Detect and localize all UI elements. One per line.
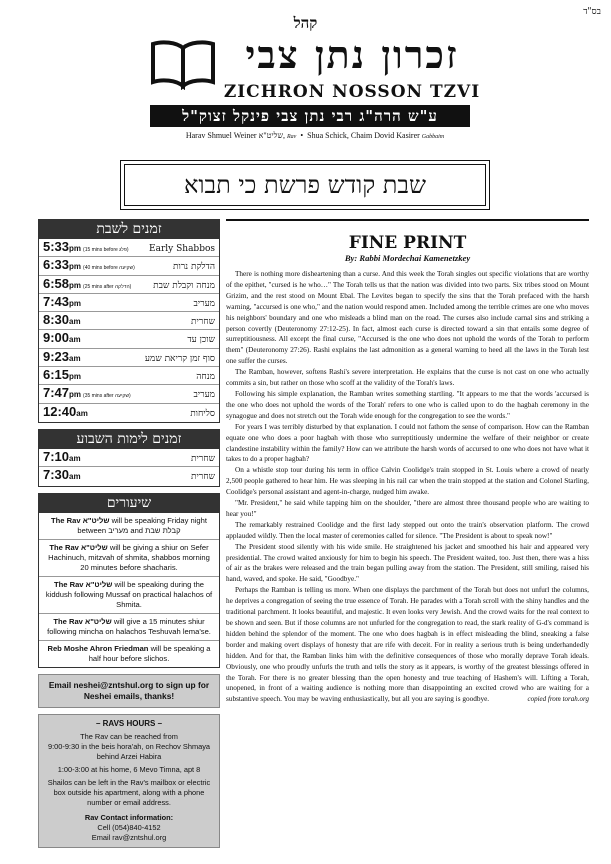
zman-time-value: 7:10: [43, 448, 70, 464]
zman-row: [39, 257, 219, 275]
zman-ampm: am: [69, 453, 81, 463]
zman-label: מעריב: [193, 390, 215, 401]
article-paragraph: The Ramban, however, softens Rashi's severe interpretation. He explains that the curse is not cast on one who actually commits a sin, but rather on those who scoff at the validity of the Torah's laws.: [226, 368, 589, 388]
zmanim-shabbos-title: זמנים לשבת: [39, 220, 219, 239]
shiurim-title: שיעורים: [39, 494, 219, 513]
zman-time-value: 8:30: [43, 312, 70, 328]
article: [226, 219, 589, 703]
zman-row: [39, 312, 219, 330]
rav-hours-line: Email rav@zntshul.org: [91, 832, 167, 842]
rav-hours-line: The Rav can be reached from: [80, 731, 178, 741]
dedication-banner: ע"ש הרה"ג רבי נתן צבי פינקל זצוק"ל: [150, 105, 470, 127]
zman-label: Early Shabbos: [149, 244, 215, 254]
article-paragraph: There is nothing more disheartening than a curse. And this week the Torah singles out specific violations that are worthy of the epithet, "cursed is he who…" The Torah tells us that the nation was divided into two parts. Six tribes stood on Mount Grizim, and the rest stood on Mount Ebal. The Levites began to specify the sins that the Torah prefaced with the harsh warning, "accursed is one who," and the nation would respond amen. Included among the terrible crimes are one who moves his neighbors' boundary and one who misleads a blind man on the road. The curses also include carnal sins and striking a person covertly (Deuteronomy 27:12-25). In fact, almost each curse is directed toward a sin that entails some degree of surreptitiousness. All except the final curse, "Accursed is the one who does not uphold the words of the Torah to perform them" (Deuteronomy 27:26). Rashi explains the last admonition as a general warning to heed all the laws in the Torah lest one suffer the curses.: [226, 270, 589, 366]
english-title: ZICHRON NOSSON TZVI: [223, 82, 481, 102]
parsha-title: שבת קודש פרשת כי תבוא: [124, 164, 486, 206]
rav-hours-box: [38, 714, 220, 848]
zman-label: סליחות: [190, 408, 215, 419]
zman-ampm: am: [69, 353, 81, 363]
article-paragraph: The President stood silently with his wide smile. He straightened his jacket and smoothed his hair and appeared very presidential. The crowd waited anxiously for him to begin his speech. The President waited, too. Just then, there was a hiss of air as the brakes were released and the train began pulling away from the station. The President, still smiling, raised his hand, waved, and spoke. He said, "Goodbye.": [226, 542, 589, 584]
zmanim-shabbos-panel: [38, 219, 220, 423]
article-byline: By: Rabbi Mordechai Kamenetzkey: [344, 253, 471, 263]
zman-row: [39, 404, 219, 422]
shiur-item: [39, 641, 219, 667]
zman-time: [43, 257, 135, 272]
article-paragraph: "Mr. President," he said while tapping him on the shoulder, "there are almost three thousand people who are waiting to hear you!": [226, 499, 589, 518]
rav-hours-title: – RAVS HOURS –: [95, 718, 163, 728]
zman-label: שוכן עד: [187, 335, 215, 346]
article-credit: copied from torah.org: [527, 695, 589, 704]
gabbaim-title: Gabbaim: [421, 134, 445, 140]
article-paragraph: Perhaps the Ramban is telling us more. When one displays the parchment of the Torah but does not unfurl the columns, he deprives a congregation of seeing the true essence of Torah. He parades with a Torah scroll with the shiny handles and the traditional parchment. It looks beautiful, and majestic. It even looks very Jewish. And the crowd waits for the real context to be shown and seen. But if those columns are not unfurled for the congregation to read, the stark reality of G-d's command is hidden behind the splendor of the moment. The one who does hagbah is in effect misleading the blind, sneaking a false border and making overt displays of honesty that are rife with deceit. For in reality a serious truth is being underhandedly hidden. And for that, the Ramban links him with the definitive consequences of those who morally deprave Torah ideals. Obviously, one who proudly unfurls the truth and tells the story as it appears, is worthy of the greatest blessings offered in the Torah. For there is no greater blessing than the open honesty and true teaching of Hashem's will. Lifting a Torah, unopened, in front of a waiting audience is nothing more than disappointing an excited crowd who are waiting for a substantive speech. You may be waving enthusiastically, but all you are saying is goodbye.: [226, 586, 589, 704]
zman-time-value: 7:43: [43, 293, 70, 309]
zman-time: [43, 449, 81, 464]
zman-time-value: 12:40: [43, 403, 77, 419]
shiur-lead: The Rav שליט"א: [53, 616, 112, 626]
zman-row: [39, 385, 219, 403]
zman-time-value: 9:00: [43, 330, 70, 346]
zman-time-value: 5:33: [43, 239, 70, 254]
zman-label: הדלקת נרות: [172, 262, 215, 273]
zman-time: [43, 330, 81, 345]
zman-row: [39, 239, 219, 257]
zman-label: סוף זמן קריאת שמע: [144, 353, 215, 364]
neshei-email-box: Email neshei@zntshul.org to sign up for Neshei emails, thanks!: [38, 674, 220, 708]
article-body: [226, 269, 589, 705]
zman-ampm: pm: [69, 244, 82, 253]
article-paragraph: On a whistle stop tour during his term in office Calvin Coolidge's train stopped in St. Louis where a crowd of nearly 2,500 people gathered to hear him. He was sleeping in his rail car when the train stopped at the station and Colonel Starling, Coolidge's personal assistant and agent-in-charge, nudged him awake.: [226, 466, 589, 497]
shiur-lead: The Rav שליט"א: [49, 542, 108, 552]
staff-line: Harav Shmuel Weiner שליט"א, Rav • Shua Schick, Chaim Dovid Kasirer Gabbaim: [185, 131, 445, 140]
zman-label: שחרית: [191, 317, 215, 328]
zmanim-week-panel: [38, 429, 220, 487]
article-divider: [226, 219, 589, 221]
gabbaim-names: Shua Schick, Chaim Dovid Kasirer: [307, 131, 420, 140]
shiur-lead: Reb Moshe Ahron Friedman: [47, 643, 149, 653]
zman-time-value: 9:23: [43, 348, 70, 364]
kahal-label: קהל: [293, 14, 318, 32]
zman-time: [43, 404, 88, 419]
zman-ampm: am: [69, 472, 81, 482]
zman-row: [39, 349, 219, 367]
zman-note: (15 mins before פלג): [83, 247, 129, 253]
zman-ampm: pm: [69, 390, 82, 400]
rav-title: Rav: [287, 134, 297, 140]
shiur-text: will be giving a shiur on Sefer Hachinuch, mitzvah of shmita, shabbos morning 20 minutes before shacharis.: [48, 542, 210, 572]
zman-ampm: pm: [69, 298, 82, 308]
rav-hours-line: 9:00-9:30 in the beis hora'ah, on Rechov Shmaya behind Arzei Habira: [47, 741, 211, 761]
zman-label: מנחה: [196, 372, 215, 383]
zman-time: [43, 239, 129, 254]
shiur-lead: The Rav שליט"א: [53, 579, 113, 589]
zman-label: מנחה וקבלת שבת: [153, 280, 215, 291]
rav-name: Harav Shmuel Weiner שליט"א: [185, 131, 283, 140]
zman-ampm: pm: [69, 262, 82, 272]
zman-ampm: am: [76, 408, 88, 418]
open-book-icon: [148, 38, 218, 90]
article-title: FINE PRINT: [348, 233, 467, 253]
shiur-text: will give a 15 minutes shiur following mincha on halachos Teshuvah lema'se.: [47, 616, 211, 636]
zman-time-value: 7:47: [43, 385, 70, 401]
shiur-item: [39, 577, 219, 614]
zman-time: [43, 349, 81, 364]
zman-ampm: am: [69, 335, 81, 345]
rav-hours-line: Shailos can be left in the Rav's mailbox or electric box outside his apartment, along with a phone number or email address.: [47, 777, 211, 807]
zman-label: שחרית: [191, 453, 215, 464]
article-paragraph: The remarkably restrained Coolidge and the first lady stepped out onto the train's observation platform. The crowd applauded wildly. Then the local master of ceremonies called for silence. "The President is about to speak now!": [226, 520, 589, 540]
shiur-item: [39, 513, 219, 540]
zman-ampm: pm: [69, 372, 82, 382]
zman-row: [39, 467, 219, 485]
sidebar: [38, 219, 220, 848]
zman-time: [43, 294, 81, 309]
zman-row: [39, 449, 219, 467]
zman-time: [43, 385, 131, 400]
zman-ampm: pm: [69, 280, 82, 290]
zmanim-week-title: זמנים לימות השבוע: [39, 430, 219, 449]
zman-note: (25 mins after הדלקה): [83, 283, 132, 290]
shiur-text: will be speaking a half hour before slichos.: [88, 643, 211, 663]
rav-hours-line: 1:00-3:00 at his home, 6 Mevo Timna, apt 8: [57, 764, 201, 774]
zman-time: [43, 367, 81, 382]
zman-row: [39, 276, 219, 294]
zman-label: שחרית: [191, 472, 215, 483]
zman-note: (40 mins before שקיעה): [83, 265, 135, 272]
zman-time: [43, 276, 131, 291]
article-paragraph: Following his simple explanation, the Ramban writes something startling. "It appears to me that the words 'accursed is the one who does not uphold the words of the Torah' refers to one who is called upon to do the hagbah ceremony in the synagogue and does not stretch out the Torah wide enough for the congregation to see the words.": [226, 389, 589, 420]
rav-hours-line: Cell (054)840-4152: [97, 822, 161, 832]
shiur-text: will be speaking Friday night between מעריב and קבלת שבת: [77, 515, 207, 535]
zman-note: (35 mins after שקיעה): [83, 393, 131, 400]
zman-ampm: am: [69, 317, 81, 327]
zman-time-value: 6:15: [43, 367, 70, 383]
shiur-text: will be speaking during the kiddush following Mussaf on practical halachos of Shmita.: [45, 579, 213, 609]
zman-row: [39, 330, 219, 348]
hebrew-title: זכרון נתן צבי: [245, 32, 459, 77]
zman-time: [43, 312, 81, 327]
zman-time-value: 6:33: [43, 257, 70, 273]
bsd-mark: בס"ד: [583, 7, 601, 17]
rav-hours-line: Rav Contact information:: [84, 812, 174, 822]
zman-time: [43, 467, 81, 482]
zman-row: [39, 367, 219, 385]
zman-row: [39, 294, 219, 312]
shiur-lead: The Rav שליט"א: [51, 515, 110, 525]
shiur-item: [39, 614, 219, 641]
zman-label: מעריב: [193, 298, 215, 309]
article-paragraph: For years I was terribly disturbed by that explanation. I could not fathom the sense of comparison. How can the Ramban equate one who does a poor hagbah with those who surreptitiously undermine the welfare of their neighbor or create clandestine instability within the family? How can we attribute the harsh words of accursed to one who does not have what it takes to do a proper hagbah?: [226, 422, 589, 464]
zman-time-value: 6:58: [43, 275, 70, 291]
parsha-box: [120, 160, 490, 210]
shiur-item: [39, 540, 219, 577]
zman-time-value: 7:30: [43, 467, 70, 483]
shiurim-panel: [38, 493, 220, 668]
